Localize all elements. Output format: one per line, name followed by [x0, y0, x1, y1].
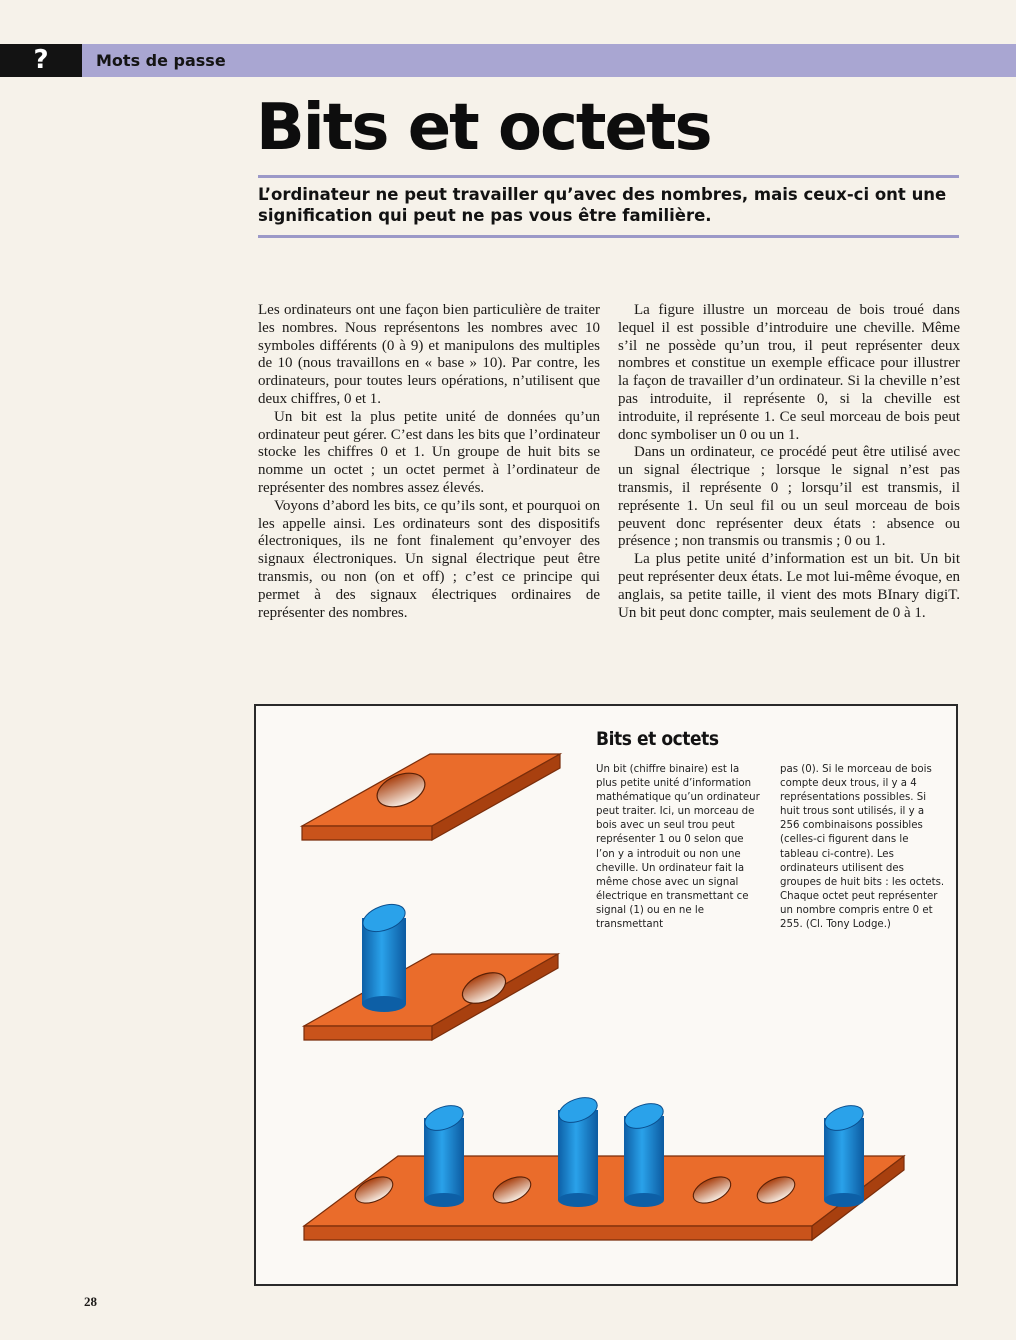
page-number: 28	[84, 1294, 97, 1309]
page-title: Bits et octets	[256, 91, 711, 165]
paragraph: La figure illustre un morceau de bois troué dans lequel il est possible d’introduire une cheville. Même s’il ne possède qu’un trou, il peut représenter deux nombres et constitue un exemple efficace pour illustrer la façon de travailler d’un ordinateur. Si la cheville n’est pas introduite, il représente 0, si la cheville est introduite, il représente 1. Ce seul morceau de bois peut donc symboliser un 0 ou un 1.	[618, 302, 960, 443]
divider	[258, 175, 959, 178]
paragraph: Les ordinateurs ont une façon bien particulière de traiter les nombres. Nous représentons les nombres avec 10 symboles différents (0 à 9) et manipulons des multiples de 10 (nous travaillons en « base » 10). Par contre, les ordinateurs, pour toutes leurs opérations, n’utilisent que deux chiffres, 0 et 1.	[258, 302, 600, 407]
figure-caption: pas (0). Si le morceau de bois compte deux trous, il y a 4 représentations possibles. Si huit trous sont utilisés, il y a 256 combinaisons possibles (celles-ci figurent dans le tableau ci-contre). Les ordinateurs utilisent des groupes de huit bits : les octets. Chaque octet peut représenter un nombre compris entre 0 et 255. (Cl. Tony Lodge.)	[780, 764, 945, 931]
figure-caption: Un bit (chiffre binaire) est la plus petite unité d’information mathématique qu’un ordinateur peut traiter. Ici, un morceau de bois avec un seul trou peut représenter 1 ou 0 selon que l’on y a introduit ou non une cheville. Un ordinateur fait la même chose avec un signal électrique en transmettant ce signal (1) ou en ne le transmettant	[596, 764, 760, 931]
paragraph: Dans un ordinateur, ce procédé peut être utilisé avec un signal électrique ; lorsque le signal n’est pas transmis, il représente 0 ; lorsqu’il est transmis, il représente 1. Un seul fil ou un seul morceau de bois peuvent donc représenter deux états : absence ou présence ; non transmis ou transmis ; 0 ou 1.	[618, 444, 960, 550]
lead-paragraph: L’ordinateur ne peut travailler qu’avec des nombres, mais ceux-ci ont une signification qui peut ne pas vous être familière.	[258, 185, 947, 225]
peg-icon	[555, 1093, 600, 1207]
divider	[258, 235, 959, 238]
body-column-right	[618, 302, 960, 622]
body-column-left	[258, 302, 600, 622]
figure	[254, 704, 958, 1286]
paragraph: Un bit est la plus petite unité de données qu’un ordinateur peut gérer. C’est dans les bits que l’ordinateur stocke les chiffres 0 et 1. Un groupe de huit bits se nomme un octet ; un octet permet à l’ordinateur de représenter des nombres assez élevés.	[258, 408, 600, 496]
board-eight-holes	[304, 1093, 904, 1240]
peg-icon	[359, 899, 409, 1012]
paragraph: La plus petite unité d’information est un bit. Un bit peut représenter deux états. Le mot lui-même évoque, en anglais, sa petite taille, il vient des mots BInary digiT. Un bit peut donc compter, mais seulement de 0 à 1.	[618, 551, 960, 621]
peg-icon	[621, 1099, 666, 1207]
question-mark-icon: ?	[0, 44, 82, 77]
peg-icon	[421, 1101, 466, 1207]
board-one-hole	[302, 754, 560, 840]
board-two-holes	[304, 899, 558, 1040]
figure-title: Bits et octets	[596, 728, 719, 750]
peg-icon	[821, 1101, 866, 1207]
paragraph: Voyons d’abord les bits, ce qu’ils sont, et pourquoi on les appelle ainsi. Les ordinateurs sont des dispositifs électroniques, ils ne font finalement qu’envoyer des signaux électroniques. Un signal électrique peut être transmis, ou non (on et off) ; c’est ce principe qui permet à des signaux électriques ordinaires de représenter des nombres.	[258, 497, 600, 621]
section-label: Mots de passe	[96, 51, 226, 70]
